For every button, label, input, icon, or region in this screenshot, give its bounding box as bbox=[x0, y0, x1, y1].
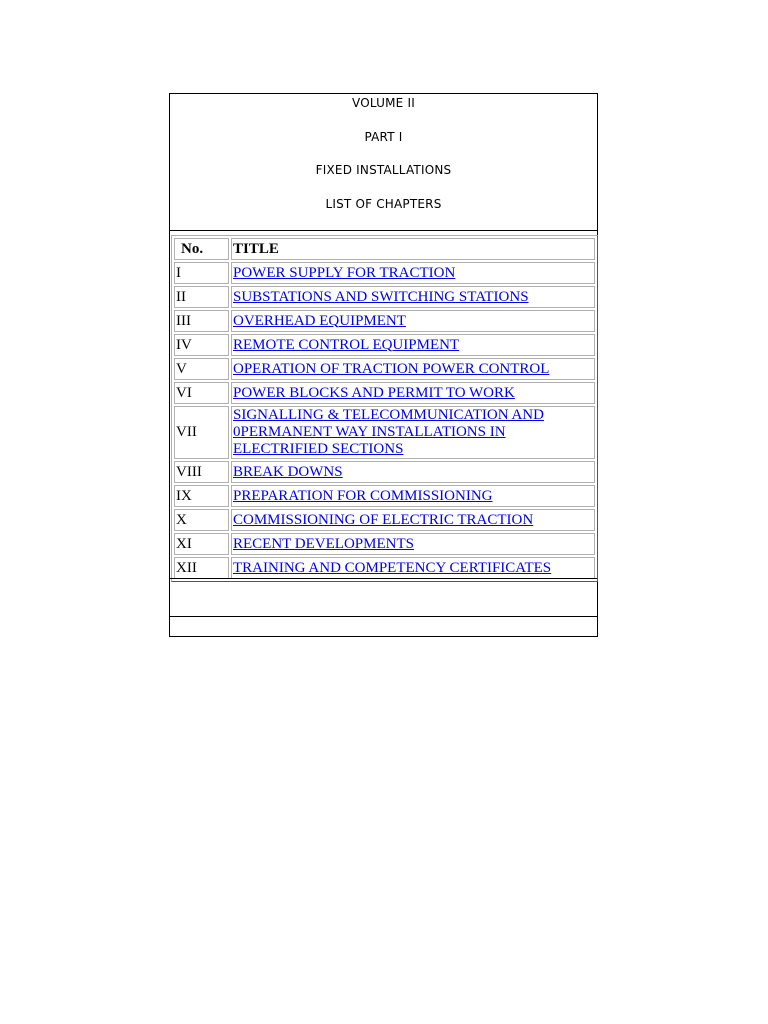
table-row bbox=[174, 286, 595, 308]
chapter-link[interactable]: REMOTE CONTROL EQUIPMENT bbox=[233, 336, 460, 353]
table-header-row bbox=[174, 238, 595, 260]
chapter-number: VI bbox=[174, 382, 229, 404]
chapter-number: XII bbox=[174, 557, 229, 579]
chapter-title-cell bbox=[231, 406, 595, 459]
chapter-title-cell bbox=[231, 509, 595, 531]
chapter-link[interactable]: COMMISSIONING OF ELECTRIC TRACTION bbox=[233, 511, 534, 528]
table-row bbox=[174, 485, 595, 507]
chapter-number: XI bbox=[174, 533, 229, 555]
subject-title: FIXED INSTALLATIONS bbox=[315, 163, 452, 177]
chapter-title-cell bbox=[231, 310, 595, 332]
chapter-number: IX bbox=[174, 485, 229, 507]
chapter-number: X bbox=[174, 509, 229, 531]
chapter-link[interactable]: SUBSTATIONS AND SWITCHING STATIONS bbox=[233, 288, 529, 305]
table-row bbox=[174, 461, 595, 483]
table-row bbox=[174, 509, 595, 531]
chapter-number: VIII bbox=[174, 461, 229, 483]
chapter-number: IV bbox=[174, 334, 229, 356]
chapter-link[interactable]: OVERHEAD EQUIPMENT bbox=[233, 312, 406, 329]
column-header-no: No. bbox=[174, 238, 229, 260]
chapter-number: I bbox=[174, 262, 229, 284]
chapter-title-cell bbox=[231, 461, 595, 483]
table-row bbox=[174, 262, 595, 284]
chapter-link[interactable]: PREPARATION FOR COMMISSIONING bbox=[233, 487, 493, 504]
chapter-number: V bbox=[174, 358, 229, 380]
chapter-title-cell bbox=[231, 358, 595, 380]
empty-footer-row bbox=[170, 578, 597, 617]
chapter-title-cell bbox=[231, 485, 595, 507]
table-row bbox=[174, 334, 595, 356]
list-title: LIST OF CHAPTERS bbox=[325, 197, 442, 211]
chapter-title-cell bbox=[231, 533, 595, 555]
chapter-title-cell bbox=[231, 557, 595, 579]
chapter-link[interactable]: SIGNALLING & TELECOMMUNICATION AND 0PERMANENT WAY INSTALLATIONS IN ELECTRIFIED SECTIONS bbox=[233, 407, 544, 457]
chapter-link[interactable]: BREAK DOWNS bbox=[233, 463, 343, 480]
table-row bbox=[174, 406, 595, 459]
part-title: PART I bbox=[364, 130, 403, 144]
table-row bbox=[174, 310, 595, 332]
chapter-link[interactable]: OPERATION OF TRACTION POWER CONTROL bbox=[233, 360, 550, 377]
table-row bbox=[174, 382, 595, 404]
chapter-link[interactable]: TRAINING AND COMPETENCY CERTIFICATES bbox=[233, 559, 552, 576]
chapters-table bbox=[171, 235, 598, 582]
chapter-number: III bbox=[174, 310, 229, 332]
chapter-link[interactable]: RECENT DEVELOPMENTS bbox=[233, 535, 414, 552]
chapter-link[interactable]: POWER BLOCKS AND PERMIT TO WORK bbox=[233, 384, 515, 401]
chapter-number: II bbox=[174, 286, 229, 308]
column-header-title: TITLE bbox=[231, 238, 595, 260]
chapter-number: VII bbox=[174, 406, 229, 459]
table-row bbox=[174, 557, 595, 579]
chapter-title-cell bbox=[231, 262, 595, 284]
table-row bbox=[174, 533, 595, 555]
chapter-title-cell bbox=[231, 286, 595, 308]
chapter-title-cell bbox=[231, 334, 595, 356]
document-header bbox=[170, 94, 597, 231]
chapter-title-cell bbox=[231, 382, 595, 404]
chapter-link[interactable]: POWER SUPPLY FOR TRACTION bbox=[233, 264, 456, 281]
chapters-document bbox=[169, 93, 598, 637]
table-row bbox=[174, 358, 595, 380]
volume-title: VOLUME II bbox=[352, 96, 415, 110]
